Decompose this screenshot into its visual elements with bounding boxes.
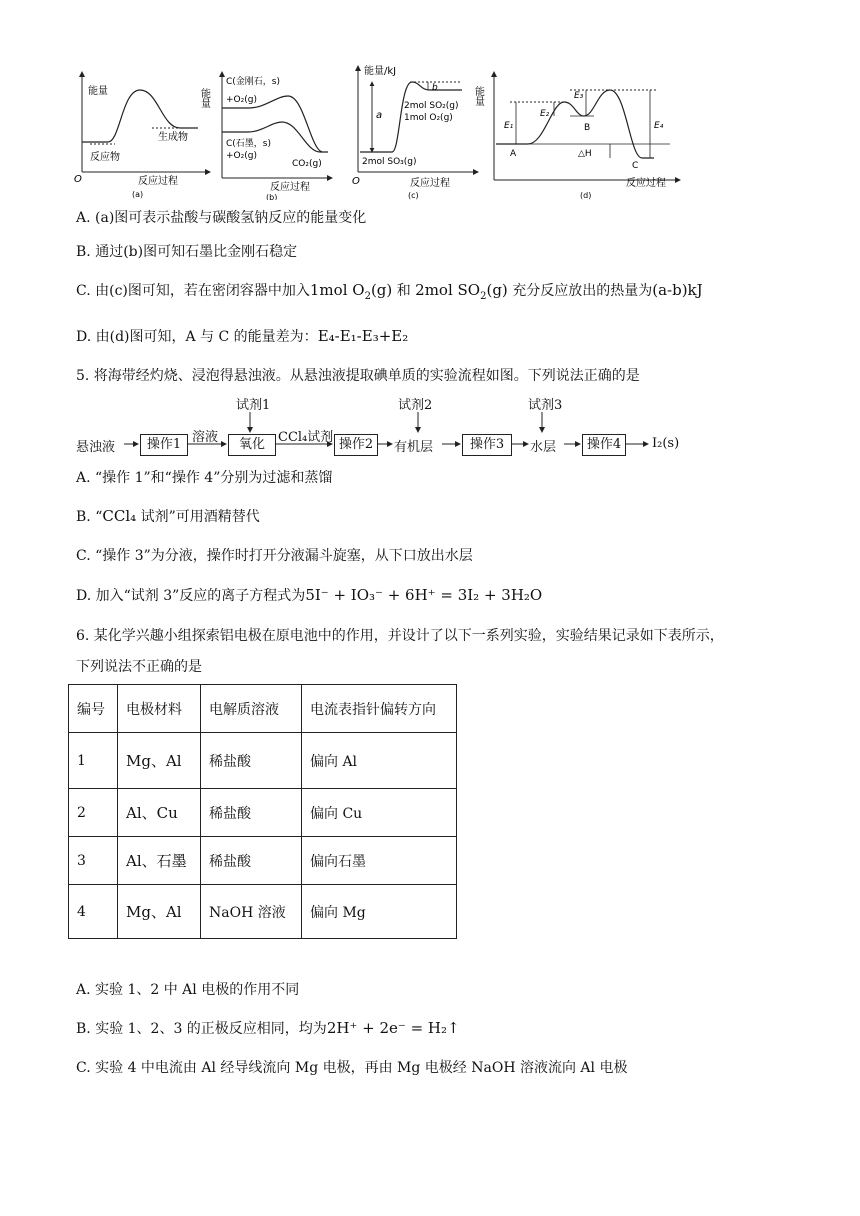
table-cell: Mg、Al [118, 733, 201, 789]
q5-option-b-post: 试剂”可用酒精替代 [136, 509, 260, 525]
q5-option-d [76, 585, 542, 606]
table-cell: Al、Cu [118, 789, 201, 837]
flow-reagent2: 试剂2 [398, 398, 433, 413]
figure-a [74, 72, 210, 199]
fig-d-E4: E₄ [654, 121, 664, 131]
fig-b-top: C(金刚石，s) [226, 77, 280, 87]
q4-option-a: A. (a)图可表示盐酸与碳酸氢钠反应的能量变化 [76, 210, 367, 226]
fig-b-ylabel: 能量 [198, 88, 210, 108]
table-cell: 1 [69, 733, 118, 789]
table-header: 电极材料 [118, 685, 201, 733]
q5-option-c: C. “操作 3”为分液，操作时打开分液漏斗旋塞，从下口放出水层 [76, 548, 473, 564]
figure-b [199, 72, 333, 200]
fig-d-C: C [632, 161, 639, 171]
fig-a-product: 生成物 [158, 132, 188, 143]
flow-end: I₂(s) [652, 436, 680, 451]
fig-d-dH: △H [578, 149, 592, 159]
flow-op4: 操作4 [582, 434, 626, 456]
flow-oxidation: 氧化 [228, 434, 276, 456]
q6-stem-1: 6. 某化学兴趣小组探索铝电极在原电池中的作用，并设计了以下一系列实验，实验结果记录如下表所示， [76, 628, 724, 644]
table-cell: 偏向 Al [302, 733, 457, 789]
fig-c-ylabel: 能量/kJ [364, 66, 397, 77]
flow-reagent3: 试剂3 [528, 398, 563, 413]
q4-option-c-m2: 2mol SO [415, 281, 481, 299]
q4-option-c-pre: C. 由(c)图可知，若在密闭容器中加入 [76, 283, 310, 299]
fig-c-xlabel: 反应过程 [410, 178, 450, 189]
fig-b-xlabel: 反应过程 [270, 182, 310, 193]
fig-d-caption: (d) [580, 191, 592, 200]
fig-c-b: b [432, 83, 438, 93]
fig-d-xlabel: 反应过程 [626, 178, 666, 189]
table-header: 编号 [69, 685, 118, 733]
fig-c-caption: (c) [408, 191, 419, 200]
fig-d-B: B [584, 123, 591, 133]
table-header: 电解质溶液 [201, 685, 302, 733]
flow-water-layer: 水层 [530, 440, 557, 455]
table-cell: 稀盐酸 [201, 733, 302, 789]
table-header-row [69, 685, 457, 733]
q6-stem-2: 下列说法不正确的是 [76, 659, 202, 675]
q4-option-c [76, 280, 703, 307]
q4-option-d [76, 326, 408, 347]
q4-option-c-sub2: 2 [480, 290, 487, 302]
q6-option-c: C. 实验 4 中电流由 Al 经导线流向 Mg 电极，再由 Mg 电极经 NaOH 溶液流向 Al 电极 [76, 1060, 628, 1076]
fig-b-caption: (b) [266, 193, 278, 200]
q4-option-c-val: (a-b)kJ [652, 281, 703, 299]
q4-option-b: B. 通过(b)图可知石墨比金刚石稳定 [76, 244, 298, 260]
fig-b-mid: C(石墨，s) [226, 139, 271, 149]
q4-option-c-m1: 1mol O [309, 281, 365, 299]
fig-a-xlabel: 反应过程 [138, 176, 178, 187]
q5-stem: 5. 将海带经灼烧、浸泡得悬浊液。从悬浊液提取碘单质的实验流程如图。下列说法正确的是 [76, 368, 640, 384]
table-cell: 稀盐酸 [201, 837, 302, 885]
q4-option-c-m1b: (g) [370, 281, 393, 299]
q5-option-d-pre: D. 加入“试剂 3”反应的离子方程式为 [76, 588, 306, 604]
flow-ccl4: CCl₄试剂 [278, 430, 334, 445]
q6-option-a: A. 实验 1、2 中 Al 电极的作用不同 [76, 982, 300, 998]
flow-op3: 操作3 [462, 434, 512, 456]
table-row [69, 837, 457, 885]
fig-d-A: A [510, 149, 517, 159]
fig-d-ylabel: 能量 [472, 86, 484, 106]
fig-c-lower: 2mol SO₃(g) [362, 157, 417, 167]
q5-flowchart [76, 392, 696, 462]
q5-option-d-eq: 5I⁻ + IO₃⁻ + 6H⁺ = 3I₂ + 3H₂O [305, 586, 543, 604]
table-cell: NaOH 溶液 [201, 885, 302, 939]
q4-option-c-sub1: 2 [364, 290, 371, 302]
table-cell: Mg、Al [118, 885, 201, 939]
q5-option-b [76, 506, 260, 527]
q6-option-b-eq: 2H⁺ + 2e⁻ = H₂↑ [326, 1019, 460, 1037]
fig-c-upper1: 2mol SO₂(g) [404, 101, 459, 111]
table-cell: Al、石墨 [118, 837, 201, 885]
table-row [69, 789, 457, 837]
fig-c-origin: O [352, 176, 360, 187]
q4-option-c-m2b: (g) [486, 281, 508, 299]
table-cell: 偏向 Mg [302, 885, 457, 939]
flow-start: 悬浊液 [76, 440, 116, 455]
table-row [69, 885, 457, 939]
energy-diagrams [70, 60, 690, 200]
fig-a-ylabel: 能量 [88, 86, 108, 97]
table-cell: 偏向 Cu [302, 789, 457, 837]
figure-d [473, 72, 681, 200]
q4-option-d-pre: D. 由(d)图可知，A 与 C 的能量差为： [76, 329, 318, 345]
q6-option-b-pre: B. 实验 1、2、3 的正极反应相同，均为 [76, 1021, 327, 1037]
table-row [69, 733, 457, 789]
fig-d-E2: E₂ [540, 109, 550, 119]
q6-option-b [76, 1018, 460, 1039]
fig-b-bottom: CO₂(g) [292, 159, 322, 169]
fig-a-reactant: 反应物 [90, 152, 120, 163]
fig-c-a: a [376, 110, 383, 121]
q5-option-b-ccl4: CCl₄ [102, 507, 137, 525]
flow-solution: 溶液 [192, 430, 219, 445]
fig-d-E1: E₁ [504, 121, 514, 131]
table-header: 电流表指针偏转方向 [302, 685, 457, 733]
q4-option-c-and: 和 [392, 283, 416, 299]
q4-option-c-post: 充分反应放出的热量为 [507, 283, 653, 299]
figure-c [352, 64, 478, 200]
flow-op2: 操作2 [334, 434, 378, 456]
table-cell: 2 [69, 789, 118, 837]
fig-c-upper2: 1mol O₂(g) [404, 113, 453, 123]
flow-organic-layer: 有机层 [394, 440, 434, 455]
table-cell: 稀盐酸 [201, 789, 302, 837]
q5-option-b-pre: B. “ [76, 509, 103, 525]
table-cell: 3 [69, 837, 118, 885]
q5-option-a: A. “操作 1”和“操作 4”分别为过滤和蒸馏 [76, 470, 333, 486]
q4-option-d-val: E₄-E₁-E₃+E₂ [317, 327, 409, 345]
fig-a-origin: O [74, 174, 82, 185]
fig-d-E3: E₃ [574, 91, 584, 101]
flow-reagent1: 试剂1 [236, 398, 271, 413]
fig-b-mid2: +O₂(g) [226, 151, 257, 161]
q6-table [68, 684, 457, 939]
table-cell: 4 [69, 885, 118, 939]
fig-b-top2: +O₂(g) [226, 95, 257, 105]
flow-op1: 操作1 [140, 434, 188, 456]
table-cell: 偏向石墨 [302, 837, 457, 885]
fig-a-caption: (a) [132, 190, 144, 199]
